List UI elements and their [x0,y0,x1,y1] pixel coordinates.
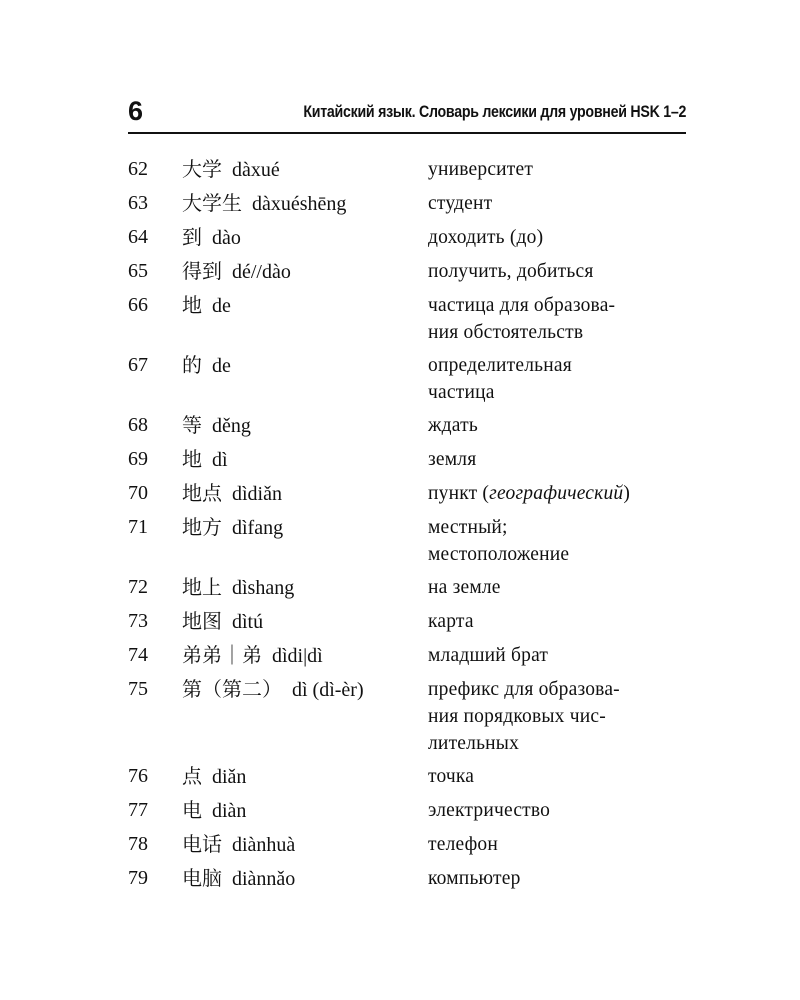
entry-pinyin: dì (dì-èr) [292,679,364,701]
translation-text: доходить (до) [428,227,544,248]
entry-translation [428,221,688,254]
translation-line [428,412,688,439]
translation-text: местоположение [428,544,570,565]
translation-text: частица [428,382,495,403]
entry-translation [428,673,688,760]
entry-translation [428,443,688,476]
entry-pinyin: diǎn [212,766,247,788]
entry-translation [428,760,688,793]
entry-translation [428,639,688,672]
translation-line [428,319,688,346]
entry-headword [182,443,428,477]
translation-text: точка [428,766,475,787]
entry-number: 76 [128,765,148,787]
running-title: Китайский язык. Словарь лексики для уровней HSK 1–2 [303,103,686,121]
entry-translation [428,605,688,638]
entry-number: 65 [128,260,148,282]
entry-pinyin: de [212,355,231,377]
entry-translation [428,828,688,861]
vocabulary-entry [128,794,688,828]
vocabulary-entry [128,862,688,896]
entry-translation [428,511,688,571]
page-number: 6 [128,96,144,126]
entry-number: 64 [128,226,148,248]
translation-line [428,763,688,790]
entry-translation [428,571,688,604]
page-header [128,96,686,132]
entry-hanzi: 得到 [182,259,222,283]
entry-hanzi: 到 [182,225,202,249]
translation-text: телефон [428,834,499,855]
vocabulary-entry [128,409,688,443]
translation-line [428,224,688,251]
entry-translation [428,477,688,510]
entry-headword [182,221,428,255]
entry-headword [182,477,428,511]
vocabulary-entry [128,639,688,673]
entry-pinyin: dì [212,449,228,471]
translation-text: электричество [428,800,551,821]
entry-hanzi: 地上 [182,575,222,599]
translation-text: получить, добиться [428,261,594,282]
translation-line [428,190,688,217]
translation-line [428,514,688,541]
vocabulary-entry [128,673,688,760]
translation-text: на земле [428,577,501,598]
vocabulary-entry [128,571,688,605]
entry-hanzi: 等 [182,413,202,437]
entry-hanzi: 弟弟｜弟 [182,643,262,667]
entry-number: 75 [128,678,148,700]
translation-text: карта [428,611,474,632]
entry-hanzi: 大学 [182,157,222,181]
translation-text: частица для образова- [428,295,616,316]
entry-number: 66 [128,294,148,316]
entry-pinyin: diànhuà [232,834,296,856]
vocabulary-entry [128,221,688,255]
entry-pinyin: dào [212,227,241,249]
entry-pinyin: dé//dào [232,261,291,283]
vocabulary-entry [128,187,688,221]
translation-line [428,352,688,379]
entry-headword [182,571,428,605]
entry-headword [182,187,428,221]
entry-pinyin: dìdi|dì [272,645,323,667]
vocabulary-entry [128,289,688,349]
entry-translation [428,409,688,442]
vocabulary-entry [128,511,688,571]
vocabulary-entry [128,760,688,794]
entry-pinyin: děng [212,415,251,437]
entry-number: 62 [128,158,148,180]
translation-text: местный; [428,517,508,538]
translation-text: ждать [428,415,478,436]
entry-translation [428,349,688,409]
entry-number: 72 [128,576,148,598]
entry-hanzi: 地 [182,293,202,317]
header-rule [128,132,686,134]
translation-text: ния обстоятельств [428,322,584,343]
translation-line [428,865,688,892]
entry-hanzi: 第（第二） [182,677,282,701]
entry-number: 63 [128,192,148,214]
entry-headword [182,289,428,323]
entry-translation [428,153,688,186]
translation-line [428,258,688,285]
entry-headword [182,349,428,383]
entry-hanzi: 地点 [182,481,222,505]
translation-text: компьютер [428,868,521,889]
entry-pinyin: diànnǎo [232,868,296,890]
entry-hanzi: 电 [182,798,202,822]
entry-translation [428,794,688,827]
entry-hanzi: 点 [182,764,202,788]
translation-line [428,480,688,507]
translation-line [428,574,688,601]
vocabulary-entry [128,477,688,511]
entry-number: 77 [128,799,148,821]
translation-italic: географический [489,483,624,504]
vocabulary-list [128,153,688,896]
entry-headword [182,605,428,639]
vocabulary-entry [128,828,688,862]
translation-line [428,730,688,757]
translation-line [428,156,688,183]
entry-pinyin: dìdiǎn [232,483,282,505]
entry-number: 74 [128,644,148,666]
entry-hanzi: 电脑 [182,866,222,890]
translation-text: пункт ( [428,483,490,504]
entry-translation [428,187,688,220]
translation-text: университет [428,159,534,180]
entry-translation [428,289,688,349]
vocabulary-entry [128,605,688,639]
entry-pinyin: dàxuéshēng [252,193,347,215]
translation-line [428,379,688,406]
entry-headword [182,862,428,896]
vocabulary-entry [128,349,688,409]
entry-number: 67 [128,354,148,376]
entry-translation [428,862,688,895]
translation-tail: ) [623,483,631,504]
translation-text: младший брат [428,645,549,666]
translation-text: лительных [428,733,520,754]
translation-line [428,642,688,669]
entry-pinyin: de [212,295,231,317]
entry-pinyin: dìshang [232,577,295,599]
entry-number: 70 [128,482,148,504]
entry-hanzi: 大学生 [182,191,242,215]
vocabulary-entry [128,255,688,289]
entry-pinyin: dàxué [232,159,280,181]
translation-line [428,831,688,858]
entry-headword [182,153,428,187]
translation-line [428,446,688,473]
translation-line [428,541,688,568]
entry-pinyin: dìfang [232,517,284,539]
entry-hanzi: 电话 [182,832,222,856]
translation-line [428,797,688,824]
translation-line [428,676,688,703]
entry-headword [182,760,428,794]
entry-number: 73 [128,610,148,632]
entry-headword [182,639,428,673]
translation-line [428,608,688,635]
entry-headword [182,828,428,862]
entry-headword [182,794,428,828]
translation-text: студент [428,193,493,214]
translation-text: земля [428,449,477,470]
entry-pinyin: dìtú [232,611,264,633]
entry-number: 78 [128,833,148,855]
entry-headword [182,255,428,289]
entry-headword [182,673,428,707]
entry-number: 69 [128,448,148,470]
entry-hanzi: 地图 [182,609,222,633]
translation-text: определительная [428,355,572,376]
entry-number: 79 [128,867,148,889]
entry-hanzi: 的 [182,353,202,377]
translation-line [428,703,688,730]
entry-headword [182,511,428,545]
entry-headword [182,409,428,443]
entry-number: 71 [128,516,148,538]
translation-text: префикс для образова- [428,679,620,700]
entry-hanzi: 地 [182,447,202,471]
entry-pinyin: diàn [212,800,247,822]
vocabulary-entry [128,153,688,187]
entry-translation [428,255,688,288]
entry-number: 68 [128,414,148,436]
entry-hanzi: 地方 [182,515,222,539]
translation-line [428,292,688,319]
translation-text: ния порядковых чис- [428,706,606,727]
vocabulary-entry [128,443,688,477]
